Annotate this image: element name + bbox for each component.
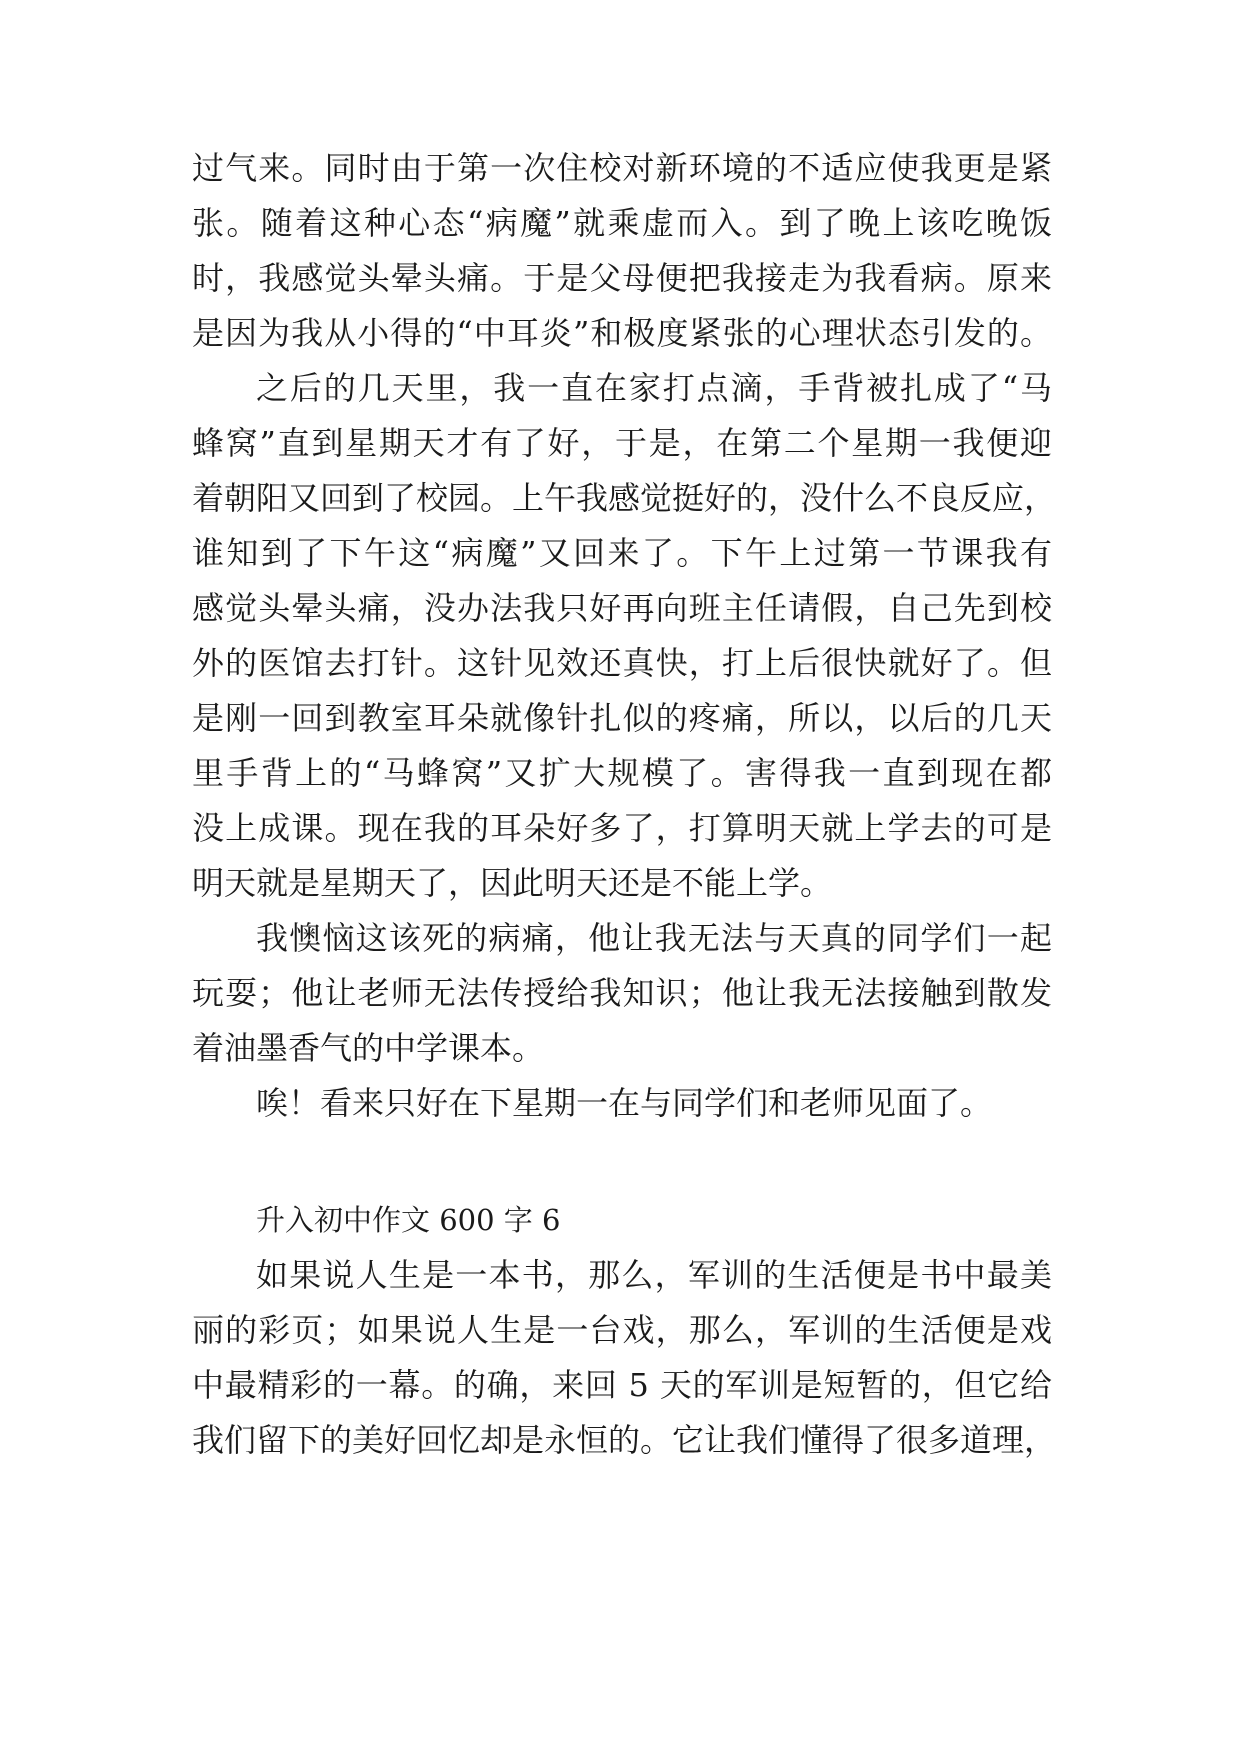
text-line: 时，我感觉头晕头痛。于是父母便把我接走为我看病。原来 xyxy=(192,259,1052,297)
text-line: 之后的几天里，我一直在家打点滴，手背被扎成了“马 xyxy=(256,369,1052,407)
text-line: 明天就是星期天了，因此明天还是不能上学。 xyxy=(192,864,833,902)
section-heading: 升入初中作文 600 字 6 xyxy=(256,1203,561,1237)
text-line: 我们留下的美好回忆却是永恒的。它让我们懂得了很多道理， xyxy=(192,1421,1057,1459)
text-line: 我懊恼这该死的病痛，他让我无法与天真的同学们一起 xyxy=(256,919,1052,957)
text-line: 如果说人生是一本书，那么，军训的生活便是书中最美 xyxy=(256,1256,1052,1294)
text-line: 丽的彩页；如果说人生是一台戏，那么，军训的生活便是戏 xyxy=(192,1311,1052,1349)
text-line: 谁知到了下午这“病魔”又回来了。下午上过第一节课我有 xyxy=(192,534,1052,572)
text-line: 着朝阳又回到了校园。上午我感觉挺好的，没什么不良反应， xyxy=(192,479,1057,517)
text-line: 蜂窝”直到星期天才有了好，于是，在第二个星期一我便迎 xyxy=(192,424,1052,462)
text-line: 感觉头晕头痛，没办法我只好再向班主任请假，自己先到校 xyxy=(192,589,1052,627)
text-line: 没上成课。现在我的耳朵好多了，打算明天就上学去的可是 xyxy=(192,809,1052,847)
text-line: 中最精彩的一幕。的确，来回 5 天的军训是短暂的，但它给 xyxy=(192,1366,1052,1404)
text-line: 唉！看来只好在下星期一在与同学们和老师见面了。 xyxy=(256,1084,993,1122)
text-line: 着油墨香气的中学课本。 xyxy=(192,1029,545,1067)
text-line: 过气来。同时由于第一次住校对新环境的不适应使我更是紧 xyxy=(192,149,1052,187)
text-line: 外的医馆去打针。这针见效还真快，打上后很快就好了。但 xyxy=(192,644,1052,682)
text-line: 张。随着这种心态“病魔”就乘虚而入。到了晚上该吃晚饭 xyxy=(192,204,1052,242)
text-line: 是因为我从小得的“中耳炎”和极度紧张的心理状态引发的。 xyxy=(192,314,1052,352)
text-line: 是刚一回到教室耳朵就像针扎似的疼痛，所以，以后的几天 xyxy=(192,699,1052,737)
text-line: 玩耍；他让老师无法传授给我知识；他让我无法接触到散发 xyxy=(192,974,1052,1012)
text-line: 里手背上的“马蜂窝”又扩大规模了。害得我一直到现在都 xyxy=(192,754,1052,792)
